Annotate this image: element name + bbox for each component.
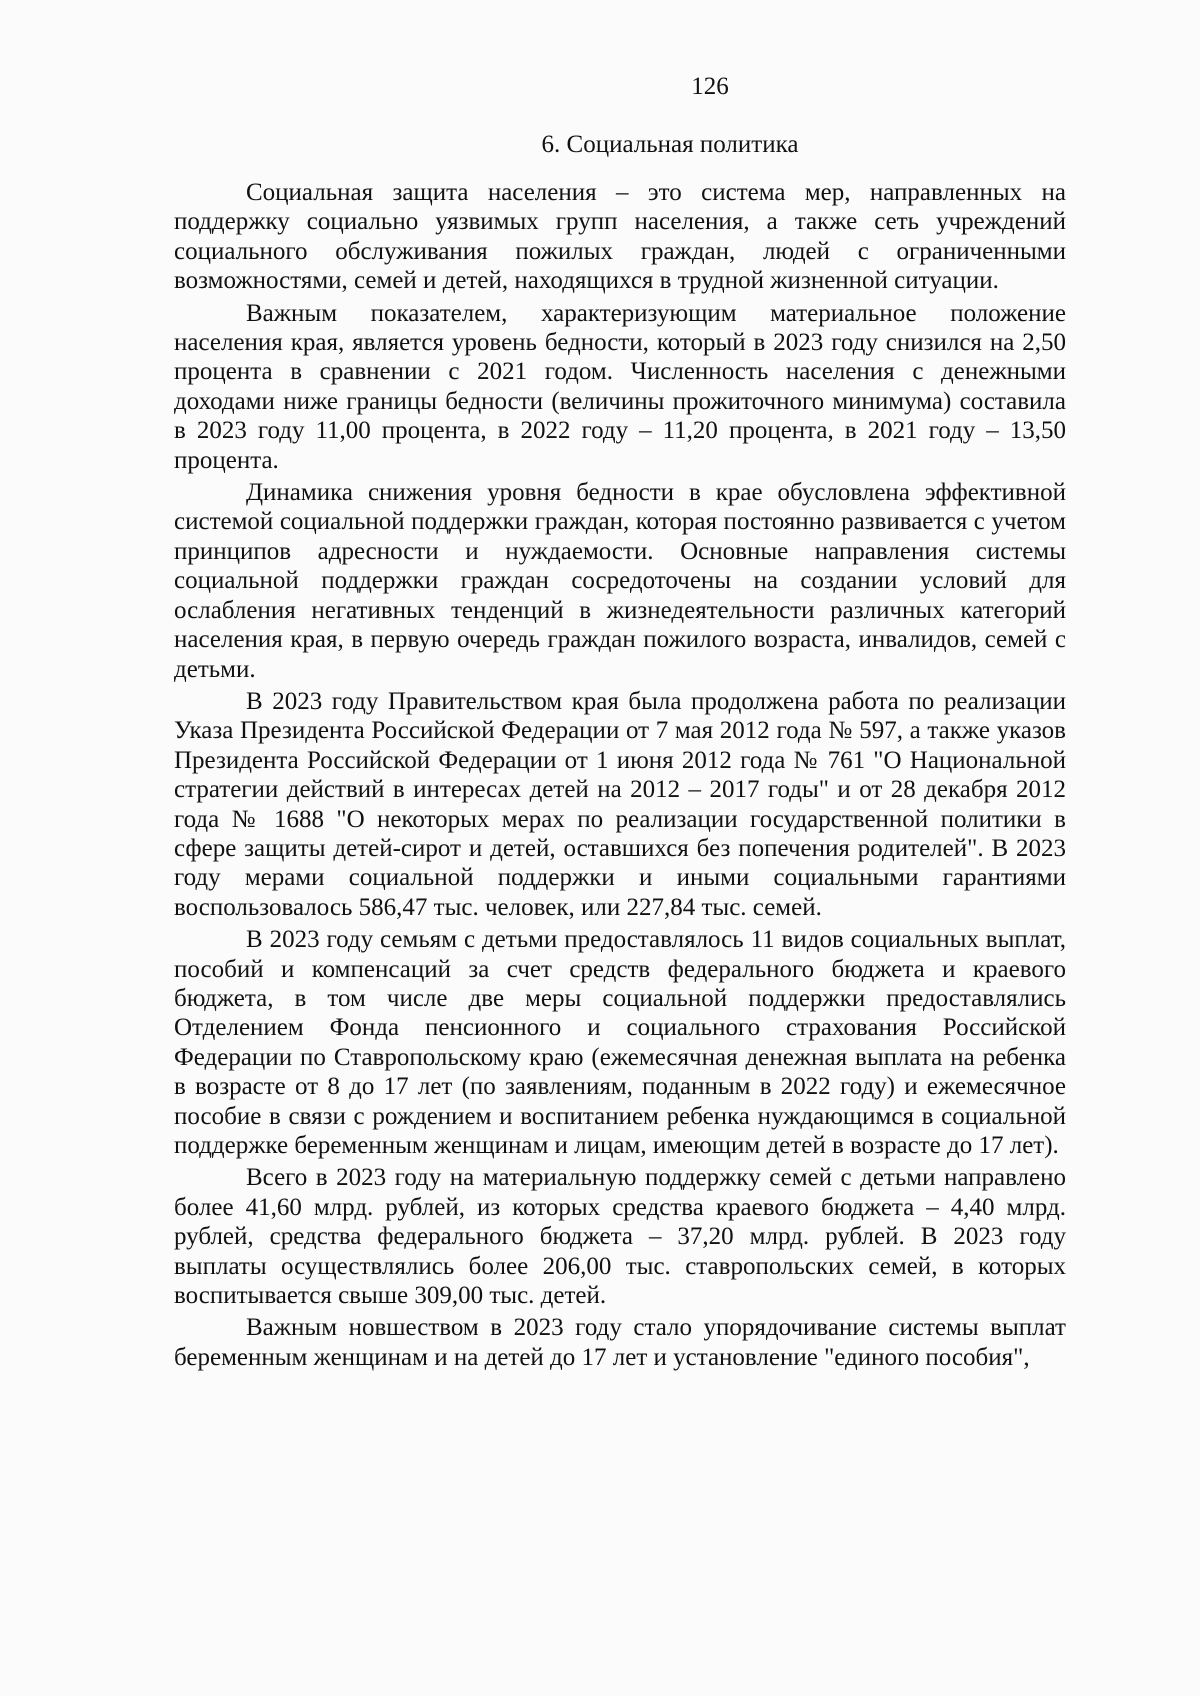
section-title: 6. Социальная политика: [541, 131, 799, 158]
paragraph: Социальная защита населения – это система мер, направленных на поддержку социально уязвимых групп населения, а также сеть учреждений социального обслуживания пожилых граждан, людей с ограниченными возможностями, семей и детей, находящихся в трудной жизненной ситуации.: [174, 179, 1066, 295]
paragraph: Динамика снижения уровня бедности в крае обусловлена эффективной системой социальной поддержки граждан, которая постоянно развивается с учетом принципов адресности и нуждаемости. Основные направления системы социальной поддержки граждан сосредоточены на создании условий для ослабления негативных тенденций в жизнедеятельности различных категорий населения края, в первую очередь граждан пожилого возраста, инвалидов, семей с детьми.: [174, 479, 1066, 683]
paragraph: В 2023 году Правительством края была продолжена работа по реализации Указа Президента Российской Федерации от 7 мая 2012 года № 597, а также указов Президента Российской Федерации от 1 июня 2012 года № 761 "О Национальной стратегии действий в интересах детей на 2012 – 2017 годы" и от 28 декабря 2012 года № 1688 "О некоторых мерах по реализации государственной политики в сфере защиты детей-сирот и детей, оставшихся без попечения родителей". В 2023 году мерами социальной поддержки и иными социальными гарантиями воспользовалось 586,47 тыс. человек, или 227,84 тыс. семей.: [174, 687, 1066, 921]
paragraph: В 2023 году семьям с детьми предоставлялось 11 видов социальных выплат, пособий и компенсаций за счет средств федерального бюджета и краевого бюджета, в том числе две меры социальной поддержки предоставлялись Отделением Фонда пенсионного и социального страхования Российской Федерации по Ставропольскому краю (ежемесячная денежная выплата на ребенка в возрасте от 8 до 17 лет (по заявлениям, поданным в 2022 году) и ежемесячное пособие в связи с рождением и воспитанием ребенка нуждающимся в социальной поддержке беременным женщинам и лицам, имеющим детей в возрасте до 17 лет).: [174, 926, 1066, 1159]
paragraph: Всего в 2023 году на материальную поддержку семей с детьми направлено более 41,60 млрд. рублей, из которых средства краевого бюджета – 4,40 млрд. рублей, средства федерального бюджета – 37,20 млрд. рублей. В 2023 году выплаты осуществлялись более 206,00 тыс. ставропольских семей, в которых воспитывается свыше 309,00 тыс. детей.: [174, 1164, 1066, 1310]
paragraph: Важным новшеством в 2023 году стало упорядочивание системы выплат беременным женщинам и на детей до 17 лет и установление "единого пособия",: [174, 1314, 1066, 1371]
body-text: [174, 178, 1066, 1375]
page-number: 126: [691, 73, 729, 100]
paragraph: Важным показателем, характеризующим материальное положение населения края, является уровень бедности, который в 2023 году снизился на 2,50 процента в сравнении с 2021 годом. Численность населения с денежными доходами ниже границы бедности (величины прожиточного минимума) составила в 2023 году 11,00 процента, в 2022 году – 11,20 процента, в 2021 году – 13,50 процента.: [174, 299, 1066, 474]
